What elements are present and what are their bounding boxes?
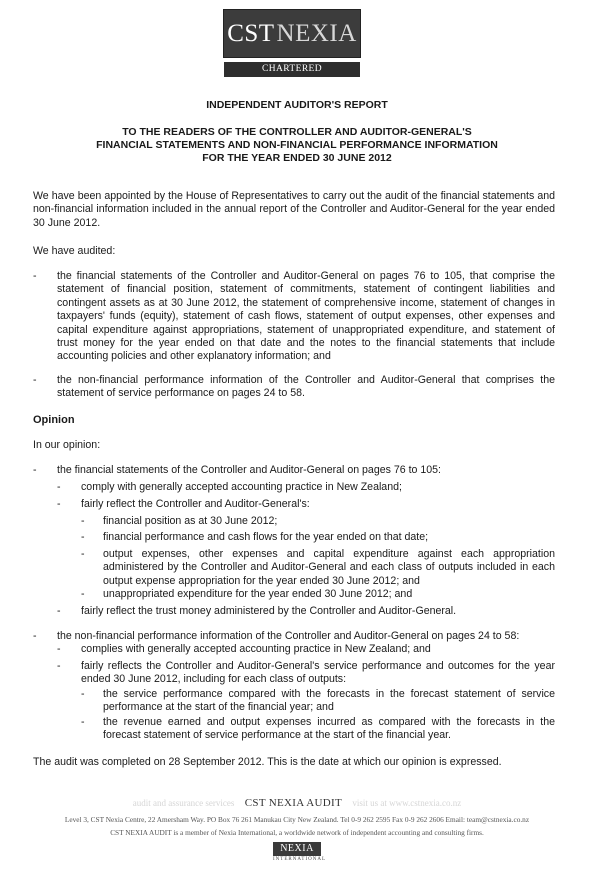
bullet-dash: - [57, 481, 61, 493]
footer-address: Level 3, CST Nexia Centre, 22 Amersham Way. PO Box 76 261 Manukau City New Zealand. Tel 0-9 262 2595 Fax 0-9 262 2606 Email: team@cstnexia.co.nz [64, 815, 530, 824]
nexia-subtitle: INTERNATIONAL [273, 857, 326, 862]
list-item-text: fairly reflects the Controller and Auditor-General's service performance and outcomes for the year ended 30 June 2012, including for each class of outputs: [81, 660, 555, 686]
opinion-heading: Opinion [33, 414, 75, 426]
subtitle-line: FINANCIAL STATEMENTS AND NON-FINANCIAL PERFORMANCE INFORMATION [96, 139, 498, 151]
bullet-dash: - [33, 270, 37, 282]
footer-firm-name: CST NEXIA AUDIT [244, 797, 342, 809]
cst-nexia-logo [223, 9, 361, 89]
appointment-paragraph: We have been appointed by the House of Representatives to carry out the audit of the financial statements and non-financial information included in the annual report of the Controller and Auditor-General for the year ended 30 June 2012. [33, 190, 555, 229]
list-item-text: the non-financial performance information of the Controller and Auditor-General that comprises the statement of service performance on pages 24 to 58. [57, 374, 555, 400]
bullet-dash: - [57, 660, 61, 672]
list-item-text: the service performance compared with the forecasts in the forecast statement of service performance at the start of the financial year; and [103, 688, 555, 714]
nexia-wordmark: NEXIA [273, 842, 321, 856]
footer-membership: CST NEXIA AUDIT is a member of Nexia International, a worldwide network of independent accounting and consulting firms. [110, 828, 484, 837]
list-item-text: financial position as at 30 June 2012; [103, 515, 278, 527]
bullet-dash: - [57, 498, 61, 510]
list-item-text: the financial statements of the Controller and Auditor-General on pages 76 to 105, that comprise the statement of financial position, statement of commitments, statement of contingent liabilities and contingent assets as at 30 June 2012, the statement of comprehensive income, statement of changes in taxpayers' funds (equity), statement of cash flows, statement of output expenses, other expenses and capital expenditure against appropriations, statement of unappropriated expenditure, and statement of trust money for the year ended on that date and the notes to the financial statements that include accounting policies and other explanatory information; and [57, 270, 555, 363]
footer-band [0, 797, 594, 809]
bullet-dash: - [81, 548, 85, 560]
opinion-lead: In our opinion: [33, 439, 101, 451]
bullet-dash: - [81, 688, 85, 700]
list-item-text: financial performance and cash flows for the year ended on that date; [103, 531, 429, 543]
footer-ghost-right: visit us at www.cstnexia.co.nz [352, 798, 462, 808]
nexia-international-logo [273, 842, 326, 862]
bullet-dash: - [33, 464, 37, 476]
report-subtitle [60, 126, 534, 165]
bullet-dash: - [33, 374, 37, 386]
bullet-dash: - [81, 588, 85, 600]
list-item-text: fairly reflect the Controller and Auditor-General's: [81, 498, 310, 510]
list-item-text: the revenue earned and output expenses incurred as compared with the forecasts in the forecast statement of service performance at the start of the financial year. [103, 716, 555, 742]
footer-ghost-left: audit and assurance services [132, 798, 235, 808]
bullet-dash: - [57, 643, 61, 655]
list-item-text: complies with generally accepted accounting practice in New Zealand; and [81, 643, 431, 655]
list-item-text: unappropriated expenditure for the year ended 30 June 2012; and [103, 588, 413, 600]
logo-wordmark: CST NEXIA [223, 9, 361, 58]
list-item-text: the non-financial performance information of the Controller and Auditor-General on pages 24 to 58: [57, 630, 520, 642]
audited-lead: We have audited: [33, 245, 116, 257]
list-item-text: comply with generally accepted accounting practice in New Zealand; [81, 481, 402, 493]
list-item-text: the financial statements of the Controller and Auditor-General on pages 76 to 105: [57, 464, 441, 476]
bullet-dash: - [33, 630, 37, 642]
report-title: INDEPENDENT AUDITOR'S REPORT [206, 99, 388, 111]
bullet-dash: - [81, 531, 85, 543]
list-item-text: output expenses, other expenses and capital expenditure against each appropriation administered by the Controller and Auditor-General and each class of outputs included in each output expense appropriation for the year ended 30 June 2012; and [103, 548, 555, 587]
completion-statement: The audit was completed on 28 September 2012. This is the date at which our opinion is expressed. [33, 756, 502, 768]
bullet-dash: - [57, 605, 61, 617]
list-item-text: fairly reflect the trust money administered by the Controller and Auditor-General. [81, 605, 457, 617]
bullet-dash: - [81, 716, 85, 728]
bullet-dash: - [81, 515, 85, 527]
subtitle-line: TO THE READERS OF THE CONTROLLER AND AUDITOR-GENERAL'S [122, 126, 472, 138]
logo-tagline: CHARTERED ACCOUNTANTS [224, 62, 360, 77]
subtitle-line: FOR THE YEAR ENDED 30 JUNE 2012 [202, 152, 392, 164]
